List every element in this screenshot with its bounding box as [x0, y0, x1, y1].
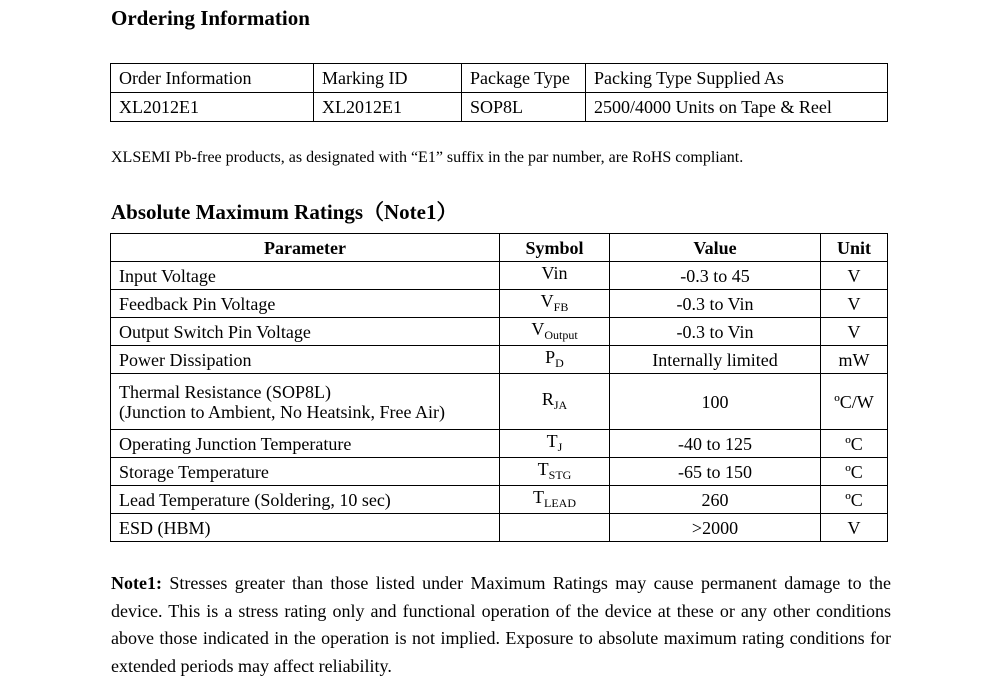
table-row: [111, 318, 888, 346]
abs-max-body: [111, 262, 888, 542]
parameter-cell: [111, 290, 500, 318]
symbol-cell: [500, 290, 610, 318]
parameter-cell: [111, 262, 500, 290]
unit-cell: ºC: [821, 430, 888, 458]
header-parameter: Parameter: [111, 234, 500, 262]
table-cell: 2500/4000 Units on Tape & Reel: [586, 93, 888, 122]
value-cell: Internally limited: [610, 346, 821, 374]
symbol-cell: [500, 458, 610, 486]
symbol-main: P: [545, 346, 556, 367]
table-cell: XL2012E1: [314, 93, 462, 122]
value-cell: -0.3 to Vin: [610, 290, 821, 318]
parameter-cell: [111, 430, 500, 458]
unit-cell: V: [821, 262, 888, 290]
parameter-label: Output Switch Pin Voltage: [119, 321, 311, 342]
symbol-cell: [500, 514, 610, 542]
symbol-main: T: [533, 486, 544, 507]
table-row: [111, 234, 888, 262]
header-cell: Packing Type Supplied As: [586, 64, 888, 93]
symbol-cell: [500, 430, 610, 458]
parameter-cell: [111, 374, 500, 430]
table-row: [111, 346, 888, 374]
ordering-table: [110, 63, 888, 122]
value-cell: -65 to 150: [610, 458, 821, 486]
table-row: [111, 374, 888, 430]
header-value: Value: [610, 234, 821, 262]
parameter-label: Operating Junction Temperature: [119, 433, 352, 454]
table-row: [111, 262, 888, 290]
unit-cell: ºC: [821, 486, 888, 514]
table-row: [111, 93, 888, 122]
note1-text: Stresses greater than those listed under Maximum Ratings may cause permanent damage to the device. This is a stress rating only and functional operation of the device at these or any other conditions above those indicated in the operation is not implied. Exposure to absolute maximum rating conditions for extended periods may affect reliability.: [111, 573, 891, 676]
symbol-subscript: Output: [544, 327, 578, 342]
value-cell: >2000: [610, 514, 821, 542]
unit-cell: V: [821, 318, 888, 346]
symbol-subscript: JA: [553, 397, 568, 412]
value-cell: -40 to 125: [610, 430, 821, 458]
header-cell: Marking ID: [314, 64, 462, 93]
parameter-label: Input Voltage: [119, 265, 216, 286]
parameter-label-line2: (Junction to Ambient, No Heatsink, Free Air): [119, 401, 445, 422]
symbol-subscript: LEAD: [544, 495, 576, 510]
value-cell: -0.3 to 45: [610, 262, 821, 290]
parameter-cell: [111, 514, 500, 542]
table-cell: SOP8L: [462, 93, 586, 122]
pb-free-note: XLSEMI Pb-free products, as designated with “E1” suffix in the par number, are RoHS compliant.: [111, 149, 744, 166]
symbol-main: R: [541, 388, 554, 409]
parameter-cell: [111, 458, 500, 486]
table-row: [111, 290, 888, 318]
header-cell: Package Type: [462, 64, 586, 93]
parameter-label: Storage Temperature: [119, 461, 269, 482]
table-cell: XL2012E1: [111, 93, 314, 122]
ordering-title: Ordering Information: [111, 6, 310, 30]
table-row: [111, 64, 888, 93]
parameter-label: Power Dissipation: [119, 349, 252, 370]
value-cell: -0.3 to Vin: [610, 318, 821, 346]
symbol-cell: [500, 374, 610, 430]
table-row: [111, 430, 888, 458]
symbol-cell: [500, 318, 610, 346]
symbol-cell: [500, 262, 610, 290]
parameter-cell: [111, 486, 500, 514]
unit-cell: ºC/W: [821, 374, 888, 430]
unit-cell: mW: [821, 346, 888, 374]
unit-cell: ºC: [821, 458, 888, 486]
unit-cell: V: [821, 514, 888, 542]
parameter-cell: [111, 318, 500, 346]
parameter-label: Thermal Resistance (SOP8L): [119, 381, 331, 402]
header-symbol: Symbol: [500, 234, 610, 262]
header-cell: Order Information: [111, 64, 314, 93]
symbol-main: T: [546, 430, 558, 451]
parameter-cell: [111, 346, 500, 374]
symbol-main: Vin: [541, 262, 568, 283]
symbol-subscript: D: [555, 355, 564, 370]
table-row: [111, 458, 888, 486]
value-cell: 260: [610, 486, 821, 514]
table-row: [111, 486, 888, 514]
symbol-main: T: [537, 458, 549, 479]
note1-label: Note1:: [111, 573, 162, 593]
value-cell: 100: [610, 374, 821, 430]
abs-max-table: [110, 233, 888, 542]
unit-cell: V: [821, 290, 888, 318]
symbol-main: V: [540, 290, 554, 311]
parameter-label: Feedback Pin Voltage: [119, 293, 276, 314]
table-row: [111, 514, 888, 542]
symbol-cell: [500, 486, 610, 514]
abs-max-title: Absolute Maximum Ratings（Note1）: [111, 200, 458, 224]
parameter-label: ESD (HBM): [119, 517, 211, 538]
symbol-subscript: J: [557, 439, 563, 454]
symbol-subscript: STG: [548, 467, 572, 482]
symbol-main: V: [531, 318, 545, 339]
note1: [111, 570, 891, 680]
parameter-label: Lead Temperature (Soldering, 10 sec): [119, 489, 391, 510]
symbol-cell: [500, 346, 610, 374]
header-unit: Unit: [821, 234, 888, 262]
symbol-subscript: FB: [553, 299, 569, 314]
